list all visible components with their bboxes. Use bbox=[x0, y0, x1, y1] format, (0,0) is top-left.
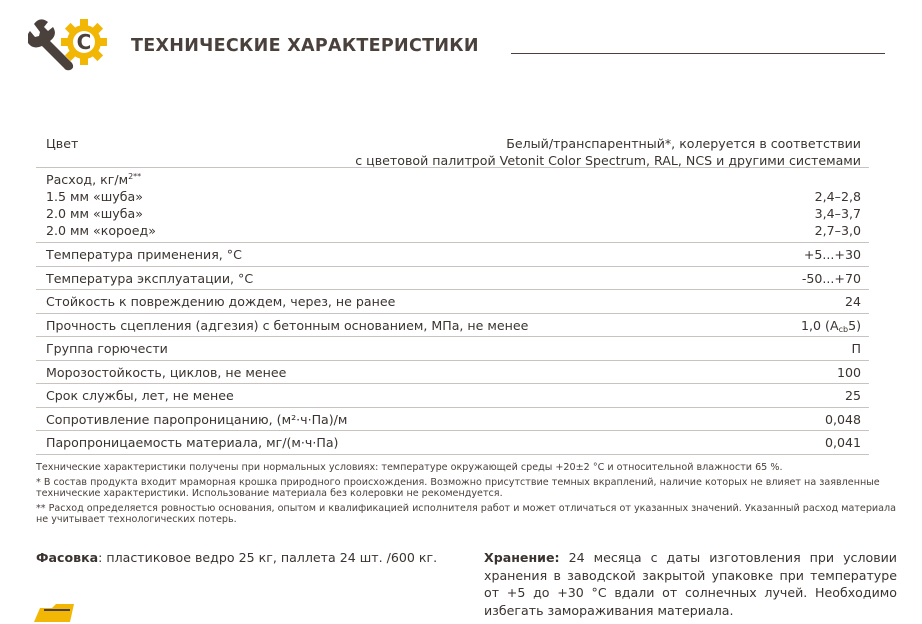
packaging-label: Фасовка bbox=[36, 550, 99, 565]
spec-label: Паропроницаемость материала, мг/(м·ч·Па) bbox=[46, 435, 339, 450]
svg-text:C: C bbox=[76, 30, 92, 54]
title-divider bbox=[511, 53, 885, 54]
spec-value: П bbox=[851, 341, 861, 356]
spec-row-color bbox=[36, 131, 869, 168]
storage-label: Хранение: bbox=[484, 550, 560, 565]
spec-row bbox=[36, 314, 869, 338]
spec-table bbox=[36, 131, 869, 455]
spec-row bbox=[36, 267, 869, 291]
page-title: ТЕХНИЧЕСКИЕ ХАРАКТЕРИСТИКИ bbox=[131, 36, 479, 56]
consumption-item-label: 2.0 мм «короед» bbox=[46, 223, 156, 238]
spec-label: Срок службы, лет, не менее bbox=[46, 388, 234, 403]
spec-row bbox=[36, 337, 869, 361]
spec-value bbox=[355, 135, 861, 169]
adhesion-value-tail: 5) bbox=[848, 317, 861, 333]
consumption-item-value: 3,4–3,7 bbox=[814, 206, 861, 221]
packaging-info bbox=[36, 550, 437, 565]
packaging-text: : пластиковое ведро 25 кг, паллета 24 шт. /600 кг. bbox=[98, 550, 438, 565]
spec-label: Сопротивление паропроницанию, (м²·ч·Па)/м bbox=[46, 411, 348, 427]
spec-label: Морозостойкость, циклов, не менее bbox=[46, 364, 287, 380]
spec-row bbox=[36, 290, 869, 314]
spec-row bbox=[36, 243, 869, 267]
consumption-item-value: 2,7–3,0 bbox=[814, 223, 861, 238]
consumption-label-sup: 2** bbox=[128, 172, 142, 181]
consumption-label: Расход, кг/м bbox=[46, 172, 129, 187]
consumption-item-label: 2.0 мм «шуба» bbox=[46, 206, 143, 221]
spec-value: -50...+70 bbox=[801, 270, 861, 286]
wrench-gear-logo-icon bbox=[28, 14, 114, 74]
storage-info bbox=[484, 549, 897, 619]
footnote: * В состав продукта входит мраморная крошка природного происхождения. Возможно присутствие темных вкраплений, наличие которых не влияет на заявленные технические характеристики. Использование материала без колеровки не рекомендуется. bbox=[36, 476, 880, 499]
spec-label: Температура эксплуатации, °С bbox=[46, 270, 254, 286]
footnote: ** Расход определяется ровностью основания, опытом и квалификацией исполнителя работ и может отличаться от указанных значений. Указанный расход материала не учитывает технологических потерь. bbox=[36, 502, 897, 525]
spec-value: 0,041 bbox=[824, 435, 861, 450]
spec-value: +5...+30 bbox=[803, 247, 861, 262]
spec-value: 24 bbox=[844, 294, 861, 309]
folder-icon bbox=[30, 600, 86, 624]
consumption-item-value: 2,4–2,8 bbox=[814, 189, 861, 204]
spec-label: Стойкость к повреждению дождем, через, не ранее bbox=[46, 294, 396, 309]
spec-label: Прочность сцепления (адгезия) с бетонным основанием, МПа, не менее bbox=[46, 317, 529, 333]
color-value-line2: с цветовой палитрой Vetonit Color Spectrum, RAL, NCS и другими системами bbox=[355, 153, 861, 168]
spec-row bbox=[36, 361, 869, 385]
spec-row bbox=[36, 408, 869, 432]
consumption-values bbox=[815, 188, 861, 239]
spec-label: Группа горючести bbox=[46, 341, 168, 356]
spec-row bbox=[36, 431, 869, 455]
storage-text: 24 месяца с даты изготовления при условии хранения в заводской закрытой упаковке при температуре от +5 до +30 °С вдали от солнечных лучей. Необходимо избегать замораживания материала. bbox=[484, 550, 897, 618]
spec-value bbox=[801, 317, 861, 338]
spec-label: Цвет bbox=[46, 136, 79, 151]
spec-value: 0,048 bbox=[824, 411, 861, 427]
footnote: Технические характеристики получены при нормальных условиях: температуре окружающей среды +20±2 °С и относительной влажности 65 %. bbox=[36, 462, 783, 473]
color-value-line1: Белый/транспарентный*, колеруется в соответствии bbox=[506, 136, 861, 151]
spec-row-consumption bbox=[36, 168, 869, 243]
spec-value: 100 bbox=[836, 364, 861, 380]
spec-label: Температура применения, °С bbox=[46, 247, 242, 262]
spec-label bbox=[46, 171, 156, 239]
adhesion-value-sub: cb bbox=[838, 324, 849, 334]
spec-value: 25 bbox=[844, 388, 861, 403]
consumption-item-label: 1.5 мм «шуба» bbox=[46, 189, 143, 204]
footnotes bbox=[36, 462, 898, 529]
spec-row bbox=[36, 384, 869, 408]
adhesion-value: 1,0 (A bbox=[801, 317, 839, 333]
